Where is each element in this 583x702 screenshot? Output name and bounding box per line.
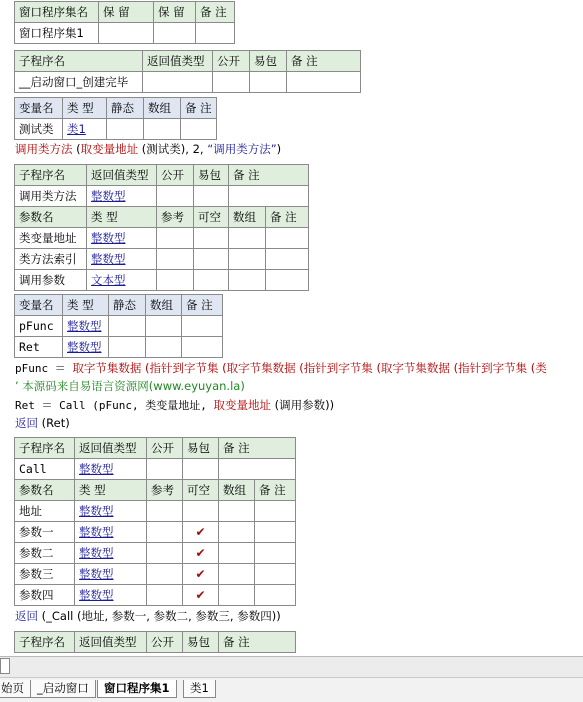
cell[interactable] [157,228,194,249]
assembly-row[interactable] [15,23,235,44]
cell[interactable] [255,585,296,606]
cell[interactable] [146,316,182,337]
subroutine-row[interactable] [15,459,296,480]
header-cell: 公开 [147,438,183,459]
code-text: (调用参数)) [270,398,335,412]
variable-name-cell[interactable]: 测试类 [15,119,63,140]
header-cell: 数组 [219,480,255,501]
checkmark-icon: ✔ [195,588,206,602]
param-type-cell[interactable] [75,543,147,564]
cell[interactable] [229,186,309,207]
tab-label: _启动窗口 [37,681,89,695]
cell[interactable] [219,585,255,606]
type-link[interactable]: 整数型 [79,567,114,581]
nullable-cell[interactable] [183,543,219,564]
param-name-cell[interactable]: 参数三 [15,564,75,585]
header-cell: 静态 [109,295,146,316]
variable-header-row [15,98,217,119]
header-cell: 参考 [147,480,183,501]
cell[interactable] [219,522,255,543]
param-name-cell[interactable]: 参数四 [15,585,75,606]
header-cell: 数组 [146,295,182,316]
code-text: pFunc ＝ [15,362,73,375]
header-cell: 返回值类型 [143,51,213,72]
header-cell: 备 注 [182,295,223,316]
cell[interactable] [250,72,287,93]
header-cell: 保 留 [99,2,154,23]
header-cell: 静态 [107,98,144,119]
code-line-ret-assign[interactable] [15,397,334,413]
type-link[interactable]: 类1 [67,122,86,136]
header-cell: 备 注 [196,2,235,23]
param-name-cell[interactable]: 地址 [15,501,75,522]
variable-row[interactable] [15,316,223,337]
header-cell: 子程序名 [15,165,87,186]
cell[interactable] [143,72,213,93]
cell[interactable] [147,501,183,522]
variable-header-row [15,295,223,316]
header-cell: 可空 [194,207,229,228]
header-cell: 参数名 [15,207,87,228]
cell[interactable] [255,522,296,543]
param-type-cell[interactable] [75,585,147,606]
nullable-cell[interactable] [183,501,219,522]
cell[interactable] [154,23,196,44]
cell[interactable] [196,23,235,44]
tab-label: 类1 [190,681,209,695]
header-cell: 公开 [213,51,250,72]
type-link[interactable]: 整数型 [67,340,102,354]
cell[interactable] [183,459,219,480]
cell[interactable] [181,119,217,140]
header-cell: 公开 [157,165,194,186]
local-variable-table [14,97,217,140]
param-type-cell[interactable] [75,522,147,543]
header-cell: 备 注 [219,632,296,653]
cell[interactable] [219,543,255,564]
cell[interactable] [266,270,309,291]
header-cell: 子程序名 [15,51,143,72]
header-cell: 备 注 [255,480,296,501]
cell[interactable] [194,270,229,291]
cell[interactable] [229,249,266,270]
header-cell: 类 型 [87,207,157,228]
variable-row[interactable] [15,119,217,140]
header-cell: 返回值类型 [75,632,147,653]
return-keyword: 返回 [15,416,38,430]
param-row[interactable] [15,585,296,606]
param-header-row [15,480,296,501]
checkmark-icon: ✔ [195,525,206,539]
type-link[interactable]: 整数型 [79,525,114,539]
scrollbar-thumb[interactable] [0,658,10,674]
cell[interactable] [157,186,194,207]
code-line-pfunc-assign[interactable] [15,360,547,376]
header-cell: 类 型 [75,480,147,501]
cell[interactable] [255,501,296,522]
header-cell: 备 注 [229,165,309,186]
variable-type-cell[interactable] [63,316,109,337]
cell[interactable] [219,501,255,522]
header-cell: 易包 [250,51,287,72]
header-cell: 易包 [183,632,219,653]
subroutine-table-call-method [14,164,309,291]
checkmark-icon: ✔ [195,567,206,581]
param-row[interactable] [15,522,296,543]
subroutine-header-row [15,51,361,72]
nullable-cell[interactable] [183,522,219,543]
cell[interactable] [144,119,181,140]
cell[interactable] [109,316,146,337]
comment-text: ’ 本源码来自易语言资源网(www.eyuyan.la) [15,379,245,393]
cell[interactable] [147,564,183,585]
header-cell: 变量名 [15,98,63,119]
param-row[interactable] [15,270,309,291]
function-name: 取变量地址 [213,398,271,412]
cell[interactable] [146,337,182,358]
param-row[interactable] [15,249,309,270]
subroutine-header-row [15,438,296,459]
tab-label: 窗口程序集1 [104,681,170,695]
header-cell: 子程序名 [15,438,75,459]
cell[interactable] [194,186,229,207]
cell[interactable] [157,270,194,291]
cell[interactable] [109,337,146,358]
cell[interactable] [147,585,183,606]
subroutine-name-cell[interactable]: __启动窗口_创建完毕 [15,72,143,93]
cell[interactable] [229,228,266,249]
param-name-cell[interactable]: 参数二 [15,543,75,564]
subroutine-name-cell[interactable]: Call [15,459,75,480]
subroutine-table-partial [14,631,296,653]
header-cell: 备 注 [181,98,217,119]
header-cell: 易包 [183,438,219,459]
cell[interactable] [182,337,223,358]
code-text: (_Call (地址, 参数一, 参数二, 参数三, 参数四)) [38,609,281,623]
header-cell: 备 注 [266,207,309,228]
code-line-call-method[interactable] [15,141,281,157]
param-row[interactable] [15,543,296,564]
cell[interactable] [99,23,154,44]
variable-type-cell[interactable] [63,337,109,358]
return-type-cell[interactable] [75,459,147,480]
code-text: ( [72,142,81,156]
header-cell: 备 注 [219,438,296,459]
cell[interactable] [194,249,229,270]
tab-window-assembly[interactable] [97,680,177,698]
tab-startup-window[interactable] [30,680,96,698]
cell[interactable] [182,316,223,337]
nullable-cell[interactable] [183,585,219,606]
param-name-cell[interactable]: 参数一 [15,522,75,543]
cell[interactable] [255,543,296,564]
cell[interactable] [194,228,229,249]
param-row[interactable] [15,564,296,585]
assembly-name-cell[interactable]: 窗口程序集1 [15,23,99,44]
subroutine-row[interactable] [15,72,361,93]
cell[interactable] [219,459,296,480]
cell[interactable] [287,72,361,93]
function-call: 取字节集数据 (指针到字节集 (取字节集数据 (指针到字节集 (取字节集数据 (指针到字节集 (类 [72,361,547,375]
cell[interactable] [219,564,255,585]
header-cell: 返回值类型 [75,438,147,459]
param-type-cell[interactable] [87,249,157,270]
code-text: (测试类), 2, [138,142,208,156]
param-name-cell[interactable]: 类方法索引 [15,249,87,270]
cell[interactable] [157,249,194,270]
subroutine-name-cell[interactable]: 调用类方法 [15,186,87,207]
type-link[interactable]: 整数型 [79,462,114,476]
subroutine-header-row [15,165,309,186]
param-type-cell[interactable] [87,270,157,291]
subroutine-header-row [15,632,296,653]
cell[interactable] [266,249,309,270]
cell[interactable] [213,72,250,93]
variable-type-cell[interactable] [63,119,107,140]
type-link[interactable]: 整数型 [91,189,126,203]
cell[interactable] [147,459,183,480]
local-variable-table-2 [14,294,223,358]
type-link[interactable]: 整数型 [67,319,102,333]
nullable-cell[interactable] [183,564,219,585]
code-line-return-call[interactable] [15,608,281,624]
param-name-cell[interactable]: 调用参数 [15,270,87,291]
type-link[interactable]: 整数型 [79,588,114,602]
header-cell: 参数名 [15,480,75,501]
code-text: (Ret) [38,416,70,430]
function-name: 取变量地址 [80,142,139,156]
variable-name-cell[interactable]: Ret [15,337,63,358]
return-type-cell[interactable] [87,186,157,207]
cell[interactable] [107,119,144,140]
param-type-cell[interactable] [75,501,147,522]
assembly-table [14,1,235,44]
return-keyword: 返回 [15,609,38,623]
param-header-row [15,207,309,228]
header-cell: 易包 [194,165,229,186]
code-comment[interactable] [15,378,245,394]
param-name-cell[interactable]: 类变量地址 [15,228,87,249]
cell[interactable] [229,270,266,291]
subroutine-table-call [14,437,296,606]
header-cell: 公开 [147,632,183,653]
header-cell: 参考 [157,207,194,228]
param-row[interactable] [15,501,296,522]
variable-row[interactable] [15,337,223,358]
checkmark-icon: ✔ [195,546,206,560]
assembly-header-row [15,2,235,23]
header-cell: 数组 [229,207,266,228]
header-cell: 类 型 [63,98,107,119]
cell[interactable] [266,228,309,249]
tab-class1[interactable] [183,680,216,698]
type-link[interactable]: 整数型 [91,252,126,266]
code-text: Ret ＝ Call (pFunc, 类变量地址, [15,399,214,412]
type-link[interactable]: 文本型 [91,273,126,287]
cell[interactable] [147,522,183,543]
editor-tab-bar [0,677,583,702]
header-cell: 窗口程序集名 [15,2,99,23]
type-link[interactable]: 整数型 [79,504,114,518]
header-cell: 可空 [183,480,219,501]
param-type-cell[interactable] [87,228,157,249]
horizontal-scrollbar[interactable] [0,656,583,677]
header-cell: 备 注 [287,51,361,72]
code-line-return[interactable] [15,415,70,431]
variable-name-cell[interactable]: pFunc [15,316,63,337]
string-literal: “调用类方法” [207,142,277,156]
cell[interactable] [147,543,183,564]
type-link[interactable]: 整数型 [91,231,126,245]
code-text: ) [276,142,282,156]
header-cell: 返回值类型 [87,165,157,186]
subroutine-table-startup [14,50,361,93]
header-cell: 变量名 [15,295,63,316]
header-cell: 子程序名 [15,632,75,653]
cell[interactable] [255,564,296,585]
function-name: 调用类方法 [15,142,73,156]
param-row[interactable] [15,228,309,249]
tab-label: 始页 [1,681,24,695]
tab-start-page[interactable] [0,680,31,698]
header-cell: 数组 [144,98,181,119]
header-cell: 类 型 [63,295,109,316]
param-type-cell[interactable] [75,564,147,585]
header-cell: 保 留 [154,2,196,23]
subroutine-row[interactable] [15,186,309,207]
type-link[interactable]: 整数型 [79,546,114,560]
